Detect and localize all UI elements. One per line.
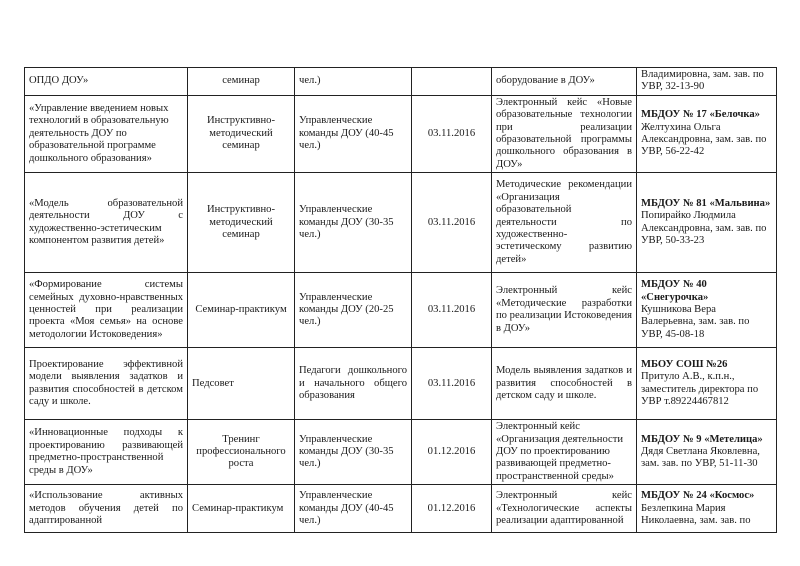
organizer-name: МБДОУ № 17 «Белочка» <box>641 109 760 121</box>
cell-form: Педсовет <box>188 348 295 420</box>
organizer-name: МБДОУ № 40 «Снегурочка» <box>641 279 709 303</box>
cell-form: Тренинг профессионального роста <box>188 420 295 485</box>
table-row <box>25 95 777 172</box>
table-row <box>25 420 777 485</box>
cell-date: 01.12.2016 <box>412 420 492 485</box>
cell-result: Электронный кейс «Технологические аспекты реализации адаптированной <box>492 485 637 533</box>
organizer-contact: Дядя Светлана Яковлевна, зам. зав. по УВР, 51-11-30 <box>641 446 760 470</box>
cell-audience: Управленческие команды ДОУ (40-45 чел.) <box>295 95 412 172</box>
organizer-name: МБОУ СОШ №26 <box>641 358 728 370</box>
cell-form: Семинар-практикум <box>188 485 295 533</box>
cell-organizer <box>637 95 777 172</box>
cell-organizer <box>637 68 777 96</box>
cell-organizer <box>637 273 777 348</box>
table-row <box>25 485 777 533</box>
table-row <box>25 173 777 273</box>
cell-topic: «Инновационные подходы к проектированию развивающей предметно-пространственной среды в ДОУ» <box>25 420 188 485</box>
cell-topic: «Управление введением новых технологий в образовательную деятельность ДОУ по образовательной программе дошкольного образования» <box>25 95 188 172</box>
organizer-name: МБДОУ № 24 «Космос» <box>641 490 755 502</box>
cell-date: 03.11.2016 <box>412 273 492 348</box>
cell-topic: Проектирование эффективной модели выявления задатков и развития способностей в детском саду и школе. <box>25 348 188 420</box>
cell-topic: ОПДО ДОУ» <box>25 68 188 96</box>
cell-result: Методические рекомендации «Организация образовательной деятельности по художественно-эстетическому развитию детей» <box>492 173 637 273</box>
organizer-contact: Попирайко Людмила Александровна, зам. зав. по УВР, 50-33-23 <box>641 210 767 247</box>
table-row <box>25 273 777 348</box>
cell-form: семинар <box>188 68 295 96</box>
cell-date: 03.11.2016 <box>412 173 492 273</box>
cell-organizer <box>637 348 777 420</box>
cell-topic: «Модель образовательной деятельности ДОУ с художественно-эстетическим компонентом развития детей» <box>25 173 188 273</box>
cell-organizer <box>637 173 777 273</box>
cell-result: оборудование в ДОУ» <box>492 68 637 96</box>
cell-topic: «Формирование системы семейных духовно-нравственных ценностей при реализации проекта «Моя семья» на основе методологии Истоковедения» <box>25 273 188 348</box>
organizer-contact: Притуло А.В., к.п.н., заместитель директора по УВР т.89224467812 <box>641 371 759 408</box>
cell-audience: Управленческие команды ДОУ (30-35 чел.) <box>295 173 412 273</box>
organizer-name: МБДОУ № 81 «Мальвина» <box>641 197 771 209</box>
cell-date <box>412 68 492 96</box>
cell-audience: Педагоги дошкольного и начального общего образования <box>295 348 412 420</box>
cell-date: 03.11.2016 <box>412 95 492 172</box>
cell-audience: чел.) <box>295 68 412 96</box>
cell-result: Электронный кейс «Организация деятельности ДОУ по проектированию развивающей предметно-пространственной среды» <box>492 420 637 485</box>
cell-audience: Управленческие команды ДОУ (20-25 чел.) <box>295 273 412 348</box>
cell-form: Инструктивно-методический семинар <box>188 173 295 273</box>
cell-organizer <box>637 485 777 533</box>
organizer-contact: Безлепкина Мария Николаевна, зам. зав. по <box>641 502 751 526</box>
organizer-contact: Кушникова Вера Валерьевна, зам. зав. по УВР, 45-08-18 <box>641 304 750 340</box>
organizer-contact: Владимировна, зам. зав. по УВР, 32-13-90 <box>641 69 764 93</box>
cell-result: Модель выявления задатков и развития способностей в детском саду и школе. <box>492 348 637 420</box>
cell-result: Электронный кейс «Новые образовательные технологии при реализации образовательной программы дошкольного образования в ДОУ» <box>492 95 637 172</box>
cell-audience: Управленческие команды ДОУ (30-35 чел.) <box>295 420 412 485</box>
organizer-name: МБДОУ № 9 «Метелица» <box>641 433 763 445</box>
events-table <box>24 67 777 533</box>
organizer-contact: Желтухина Ольга Александровна, зам. зав. по УВР, 56-22-42 <box>641 121 767 158</box>
cell-topic: «Использование активных методов обучения детей по адаптированной <box>25 485 188 533</box>
cell-date: 03.11.2016 <box>412 348 492 420</box>
table-row <box>25 68 777 96</box>
cell-audience: Управленческие команды ДОУ (40-45 чел.) <box>295 485 412 533</box>
cell-result: Электронный кейс «Методические разработки по реализации Истоковедения в ДОУ» <box>492 273 637 348</box>
cell-organizer <box>637 420 777 485</box>
cell-date: 01.12.2016 <box>412 485 492 533</box>
table-row <box>25 348 777 420</box>
cell-form: Инструктивно-методический семинар <box>188 95 295 172</box>
cell-form: Семинар-практикум <box>188 273 295 348</box>
